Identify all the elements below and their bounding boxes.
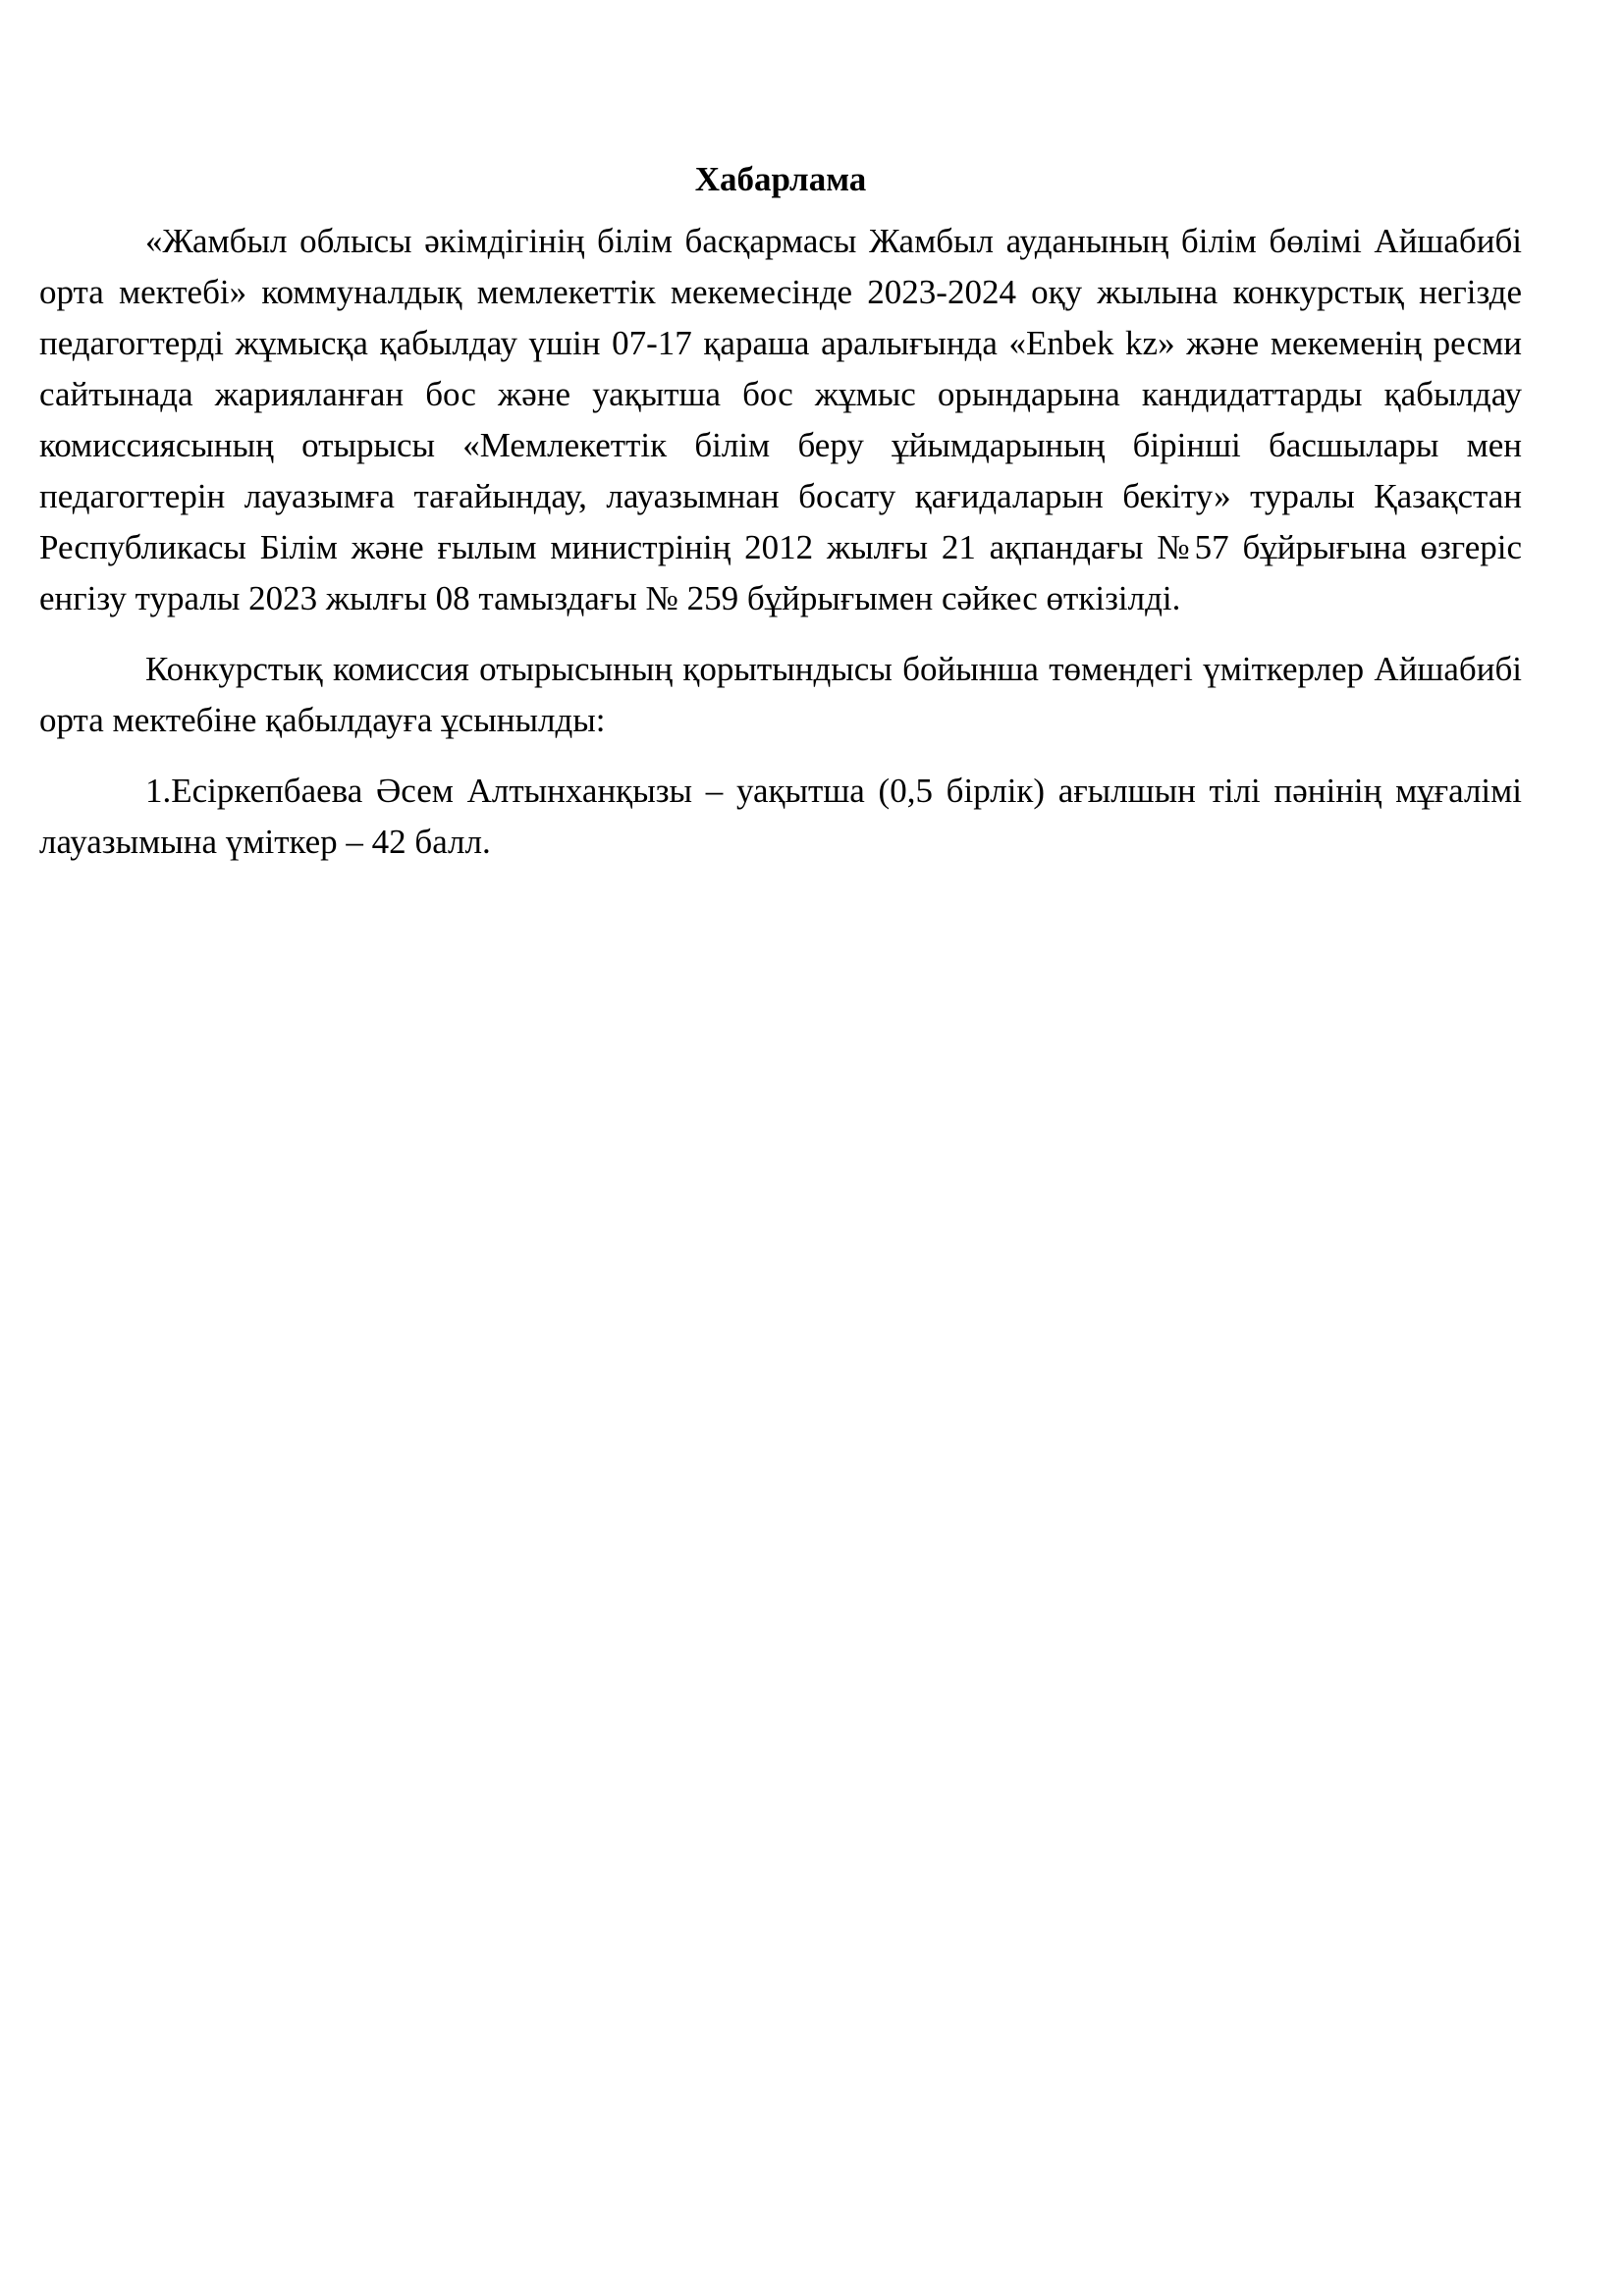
results-paragraph: Конкурстық комиссия отырысының қорытындысы бойынша төмендегі үміткерлер Айшабибі орта мектебіне қабылдауға ұсынылды: [39,650,1522,739]
intro-paragraph: «Жамбыл облысы әкімдігінің білім басқармасы Жамбыл ауданының білім бөлімі Айшабибі орта мектебі» коммуналдық мемлекеттік мекемесінде 2023-2024 оқу жылына конкурстық негізде педагогтерді жұмысқа қабылдау үшін 07-17 қараша аралығында «Enbek kz» және мекеменің ресми сайтынада жарияланған бос және уақытша бос жұмыс орындарына кандидаттарды қабылдау комиссиясының отырысы «Мемлекеттік білім беру ұйымдарының бірінші басшылары мен педагогтерін лауазымға тағайындау, лауазымнан босату қағидаларын бекіту» туралы Қазақстан Республикасы Білім және ғылым министрінің 2012 жылғы 21 ақпандағы №57 бұйрығына өзгеріс енгізу туралы 2023 жылғы 08 тамыздағы № 259 бұйрығымен сәйкес өткізілді. [39,222,1522,617]
document-body [39,157,1522,868]
document-title: Хабарлама [694,160,867,198]
candidate-paragraph: 1.Есіркепбаева Әсем Алтынханқызы – уақытша (0,5 бірлік) ағылшын тілі пәнінің мұғалімі лауазымына үміткер – 42 балл. [39,772,1522,861]
